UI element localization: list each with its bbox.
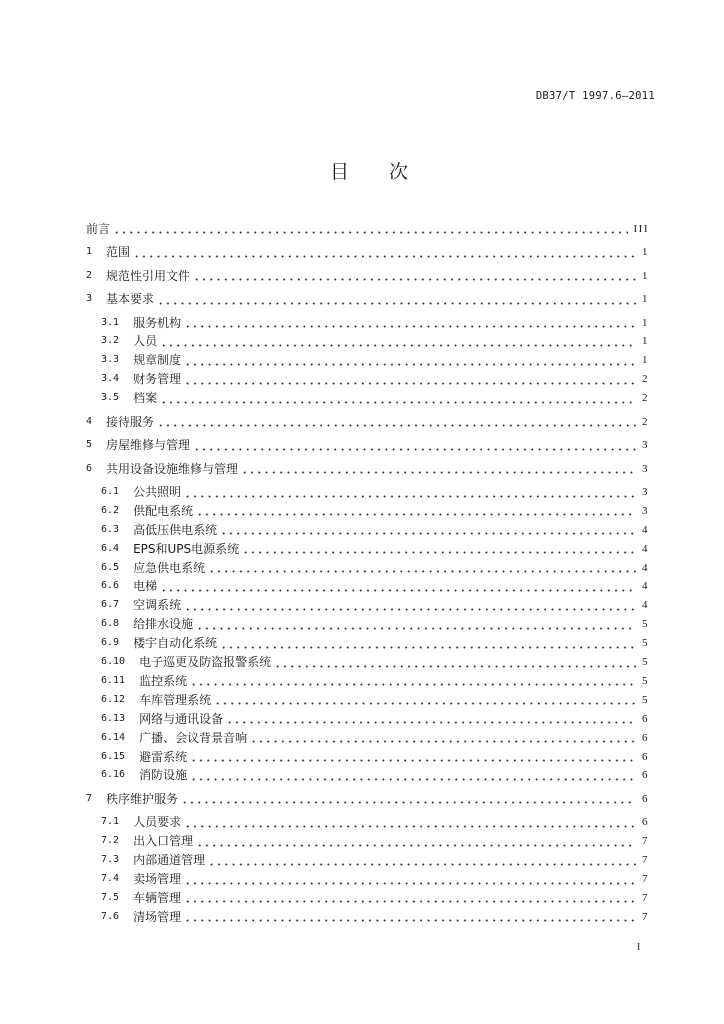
toc-entry: [86, 832, 649, 851]
dot-leader: [160, 389, 636, 408]
dot-leader: [157, 290, 636, 309]
toc-entry: [86, 729, 649, 748]
dot-leader: [184, 314, 636, 333]
dot-leader: [274, 653, 636, 672]
toc-entry: [86, 267, 649, 286]
toc-entry-page-number: 6: [642, 750, 649, 763]
toc-entry-number: 7: [86, 792, 93, 804]
table-of-contents: [86, 215, 649, 927]
toc-entry: [86, 634, 649, 653]
toc-entry-title: EPS和UPS电源系统: [133, 541, 240, 556]
dot-leader: [190, 748, 636, 767]
dot-leader: [184, 813, 636, 832]
toc-entry: [86, 559, 649, 578]
dot-leader: [190, 672, 636, 691]
toc-entry-title: 档案: [133, 391, 158, 406]
dot-leader: [184, 870, 636, 889]
toc-entry-title: 范围: [106, 245, 131, 260]
dot-leader: [184, 889, 636, 908]
toc-entry: [86, 540, 649, 559]
toc-entry: [86, 908, 649, 927]
toc-entry-title: 楼宇自动化系统: [133, 636, 218, 651]
toc-entry-page-number: 7: [642, 891, 649, 904]
toc-entry-page-number: 7: [642, 910, 649, 923]
toc-entry-page-number: 6: [642, 731, 649, 744]
toc-entry-number: 7.1: [101, 816, 120, 828]
toc-entry-number: 6.14: [101, 731, 126, 743]
toc-entry-title: 人员要求: [133, 815, 182, 830]
toc-entry-page-number: 7: [642, 854, 649, 867]
toc-entry-title: 车库管理系统: [139, 692, 212, 707]
toc-entry-number: 2: [86, 269, 93, 281]
toc-entry-number: 6.11: [101, 674, 126, 686]
toc-entry-page-number: 5: [642, 656, 649, 669]
toc-entry-number: 6.4: [101, 542, 120, 554]
toc-entry-number: 6.8: [101, 618, 120, 630]
dot-leader: [196, 615, 636, 634]
toc-entry-number: 5: [86, 439, 93, 451]
toc-entry-number: 6.3: [101, 523, 120, 535]
toc-entry-number: 6.6: [101, 580, 120, 592]
toc-entry-number: 3.5: [101, 392, 120, 404]
dot-leader: [241, 460, 636, 479]
toc-entry-page-number: 1: [642, 269, 649, 282]
toc-entry-page-number: 5: [642, 637, 649, 650]
toc-entry-page-number: 3: [642, 462, 649, 475]
document-number: DB37/T 1997.6—2011: [535, 90, 655, 102]
toc-entry-title: 规章制度: [133, 353, 182, 368]
toc-entry: [86, 748, 649, 767]
toc-entry-number: 7.3: [101, 854, 120, 866]
toc-entry: [86, 314, 649, 333]
page-title: 目 次: [329, 161, 409, 183]
toc-entry: [86, 710, 649, 729]
toc-entry-title: 供配电系统: [133, 503, 194, 518]
toc-entry-title: 避雷系统: [139, 749, 188, 764]
toc-entry-page-number: 4: [642, 599, 649, 612]
toc-entry-title: 消防设施: [139, 768, 188, 783]
toc-entry-number: 6.15: [101, 750, 126, 762]
toc-entry-page-number: 1: [642, 316, 649, 329]
toc-entry-page-number: III: [633, 222, 649, 235]
toc-entry: [86, 615, 649, 634]
toc-entry-number: 6.10: [101, 656, 126, 668]
toc-entry-title: 接待服务: [106, 414, 155, 429]
toc-entry: [86, 521, 649, 540]
toc-entry: [86, 436, 649, 455]
toc-entry: [86, 220, 649, 239]
toc-entry-number: 7.6: [101, 910, 120, 922]
dot-leader: [157, 413, 636, 432]
dot-leader: [184, 908, 636, 927]
toc-entry: [86, 243, 649, 262]
toc-entry-title: 房屋维修与管理: [106, 438, 191, 453]
toc-entry: [86, 460, 649, 479]
toc-entry-page-number: 1: [642, 293, 649, 306]
toc-entry-page-number: 7: [642, 835, 649, 848]
toc-entry-title: 基本要求: [106, 292, 155, 307]
dot-leader: [214, 691, 636, 710]
dot-leader: [184, 351, 636, 370]
toc-entry-title: 给排水设施: [133, 617, 194, 632]
toc-entry-title: 监控系统: [139, 673, 188, 688]
toc-entry-title: 内部通道管理: [133, 853, 206, 868]
toc-entry-number: 3.3: [101, 354, 120, 366]
toc-entry-page-number: 3: [642, 504, 649, 517]
toc-entry-title: 高低压供电系统: [133, 522, 218, 537]
toc-entry-title: 财务管理: [133, 372, 182, 387]
toc-entry-page-number: 5: [642, 618, 649, 631]
toc-entry: [86, 766, 649, 785]
toc-entry-page-number: 4: [642, 580, 649, 593]
toc-entry-page-number: 1: [642, 335, 649, 348]
dot-leader: [113, 220, 627, 239]
toc-entry: [86, 813, 649, 832]
toc-entry: [86, 351, 649, 370]
toc-entry-title: 网络与通讯设备: [139, 711, 224, 726]
toc-entry-title: 广播、会议背景音响: [139, 730, 248, 745]
dot-leader: [160, 332, 636, 351]
toc-entry-page-number: 1: [642, 354, 649, 367]
toc-entry: [86, 790, 649, 809]
dot-leader: [250, 729, 636, 748]
toc-entry-title: 清场管理: [133, 909, 182, 924]
toc-entry: [86, 596, 649, 615]
toc-entry-title: 车辆管理: [133, 890, 182, 905]
toc-entry-number: 3.2: [101, 335, 120, 347]
dot-leader: [220, 634, 636, 653]
toc-entry: [86, 483, 649, 502]
toc-entry-number: 4: [86, 415, 93, 427]
dot-leader: [133, 243, 636, 262]
toc-entry-page-number: 2: [642, 373, 649, 386]
dot-leader: [196, 502, 636, 521]
toc-entry-number: 6.16: [101, 769, 126, 781]
toc-entry-page-number: 1: [642, 246, 649, 259]
toc-entry-title: 秩序维护服务: [106, 791, 179, 806]
toc-entry-title: 人员: [133, 334, 158, 349]
toc-entry: [86, 691, 649, 710]
toc-entry-page-number: 5: [642, 693, 649, 706]
toc-entry-title: 服务机构: [133, 315, 182, 330]
toc-entry-number: 6.12: [101, 693, 126, 705]
toc-entry-number: 7.4: [101, 873, 120, 885]
dot-leader: [184, 596, 636, 615]
toc-entry-title: 空调系统: [133, 598, 182, 613]
toc-entry-title: 公共照明: [133, 485, 182, 500]
toc-entry-page-number: 6: [642, 769, 649, 782]
toc-entry: [86, 502, 649, 521]
dot-leader: [208, 559, 636, 578]
toc-entry-number: 6: [86, 462, 93, 474]
dot-leader: [226, 710, 636, 729]
toc-entry-number: 3.4: [101, 373, 120, 385]
toc-entry-page-number: 4: [642, 523, 649, 536]
toc-entry-title: 出入口管理: [133, 834, 194, 849]
toc-entry-number: 7.2: [101, 835, 120, 847]
dot-leader: [196, 832, 636, 851]
toc-entry: [86, 370, 649, 389]
toc-entry-page-number: 5: [642, 674, 649, 687]
toc-entry-page-number: 2: [642, 392, 649, 405]
toc-entry-number: 6.1: [101, 486, 120, 498]
toc-entry: [86, 389, 649, 408]
dot-leader: [190, 766, 636, 785]
toc-entry-page-number: 7: [642, 873, 649, 886]
toc-entry-page-number: 3: [642, 486, 649, 499]
toc-entry: [86, 870, 649, 889]
toc-entry-title: 卖场管理: [133, 872, 182, 887]
dot-leader: [160, 577, 636, 596]
toc-entry: [86, 889, 649, 908]
toc-entry-page-number: 2: [642, 415, 649, 428]
toc-entry: [86, 653, 649, 672]
toc-entry-number: 6.7: [101, 599, 120, 611]
toc-entry-title: 前言: [86, 221, 111, 236]
toc-entry: [86, 672, 649, 691]
dot-leader: [220, 521, 636, 540]
toc-entry-title: 电子巡更及防盗报警系统: [139, 655, 272, 670]
dot-leader: [184, 483, 636, 502]
toc-entry-number: 1: [86, 246, 93, 258]
toc-entry-title: 共用设备设施维修与管理: [106, 461, 239, 476]
toc-entry-page-number: 6: [642, 816, 649, 829]
toc-entry-page-number: 6: [642, 712, 649, 725]
toc-entry-title: 电梯: [133, 579, 158, 594]
dot-leader: [242, 540, 636, 559]
toc-entry-number: 3: [86, 293, 93, 305]
toc-entry-number: 6.13: [101, 712, 126, 724]
toc-entry-number: 6.5: [101, 561, 120, 573]
dot-leader: [193, 267, 636, 286]
toc-entry-number: 6.9: [101, 637, 120, 649]
toc-entry: [86, 413, 649, 432]
toc-entry: [86, 851, 649, 870]
toc-entry: [86, 290, 649, 309]
toc-entry-page-number: 3: [642, 439, 649, 452]
dot-leader: [181, 790, 636, 809]
dot-leader: [184, 370, 636, 389]
toc-entry-page-number: 6: [642, 792, 649, 805]
toc-entry-number: 3.1: [101, 316, 120, 328]
toc-entry-page-number: 4: [642, 561, 649, 574]
toc-entry-title: 规范性引用文件: [106, 268, 191, 283]
dot-leader: [208, 851, 636, 870]
toc-entry-title: 应急供电系统: [133, 560, 206, 575]
toc-entry-number: 7.5: [101, 891, 120, 903]
toc-entry: [86, 332, 649, 351]
toc-entry-number: 6.2: [101, 504, 120, 516]
dot-leader: [193, 436, 636, 455]
toc-entry: [86, 577, 649, 596]
toc-entry-page-number: 4: [642, 542, 649, 555]
page-number: I: [637, 942, 641, 953]
